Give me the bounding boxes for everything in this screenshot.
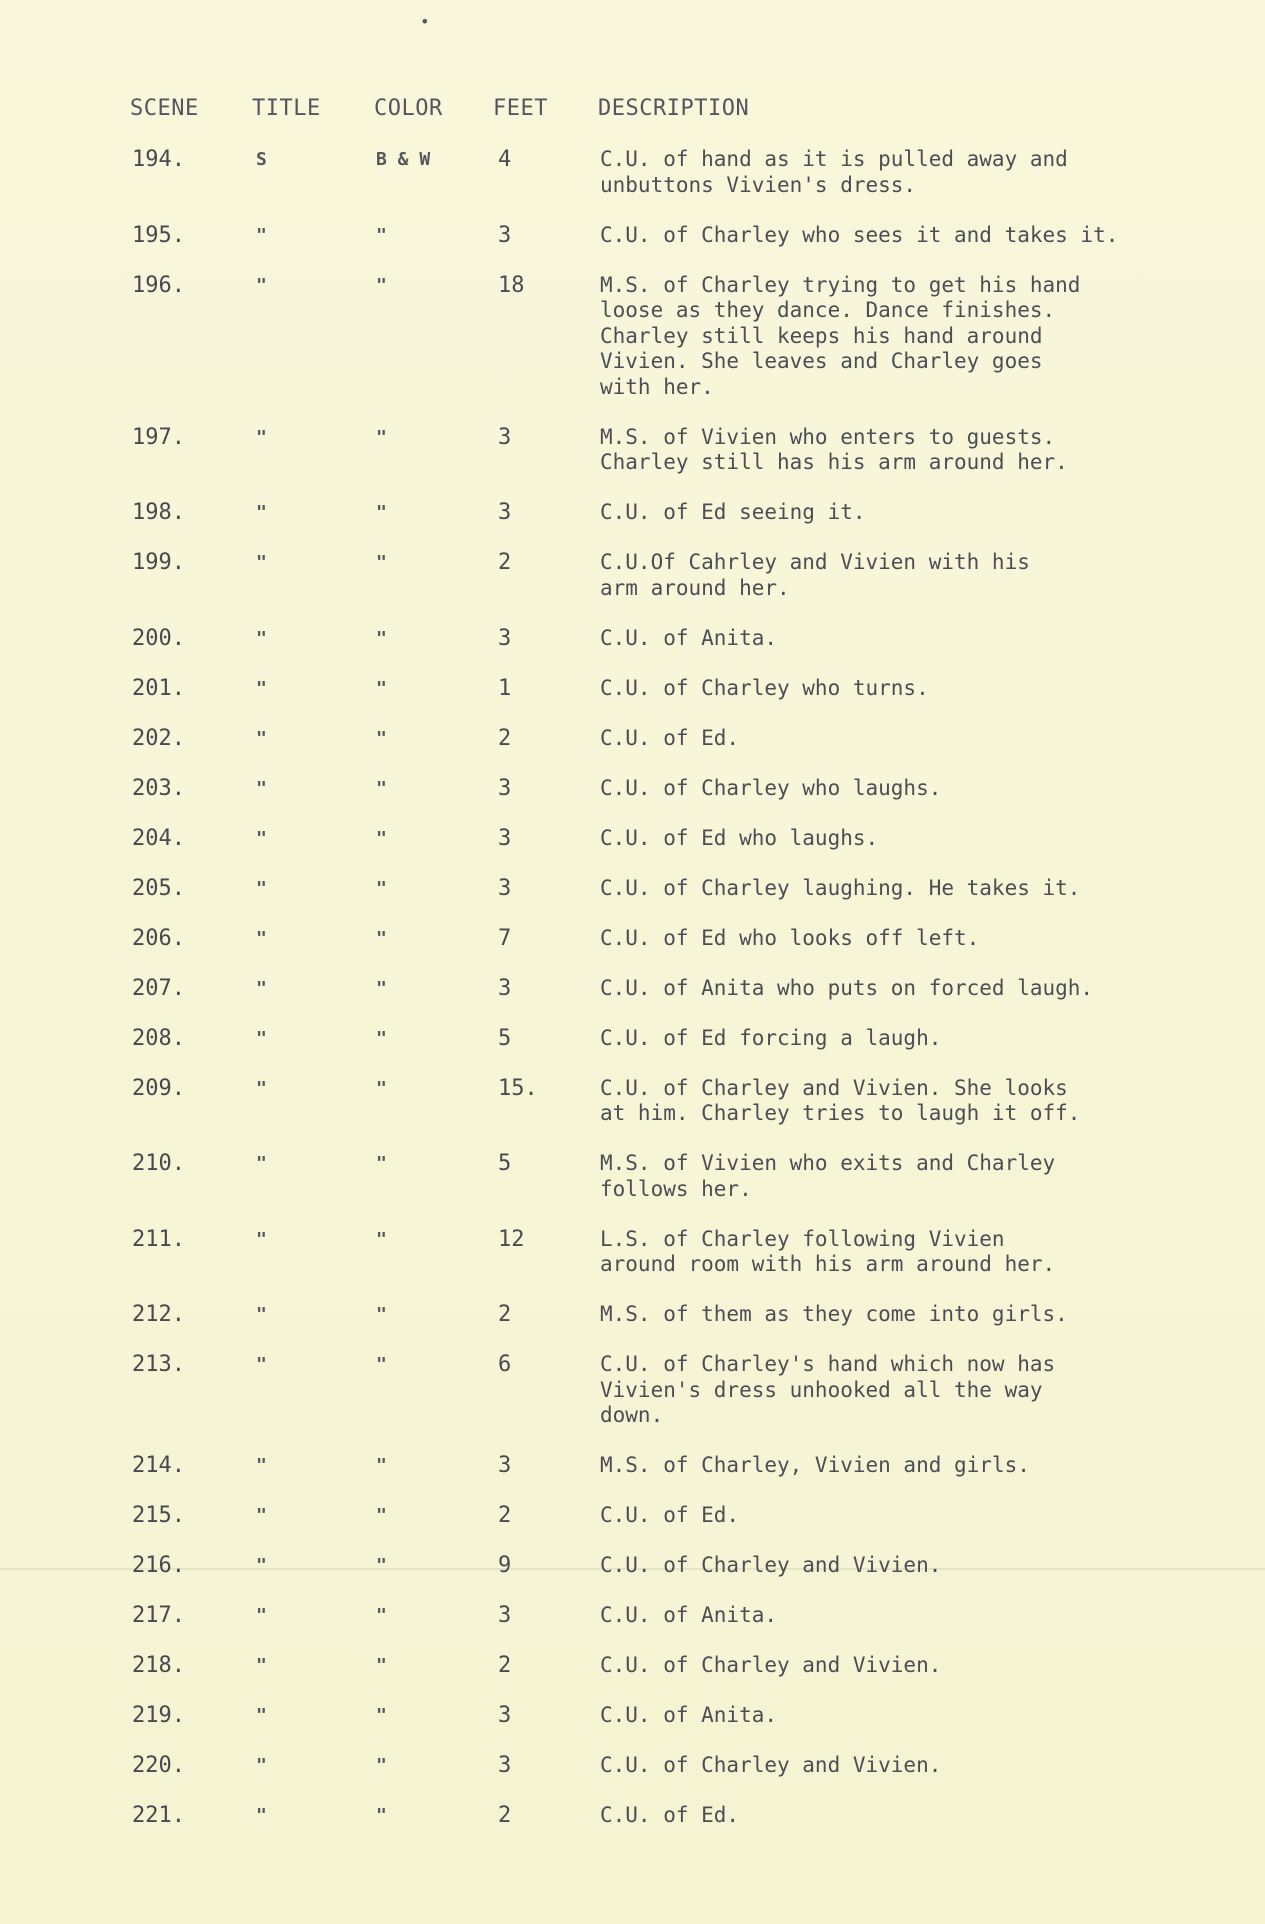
table-row <box>0 1753 1265 1803</box>
cell-color: " <box>376 977 387 999</box>
cell-color: " <box>376 877 387 899</box>
cell-title: " <box>256 1354 267 1375</box>
cell-feet: 2 <box>498 1302 512 1327</box>
cell-color: " <box>376 1555 387 1576</box>
cell-title: " <box>256 274 267 296</box>
cell-description: C.U. of Charley and Vivien. <box>600 1653 942 1677</box>
cell-description: C.U. of Ed who laughs. <box>600 825 879 850</box>
cell-title: " <box>256 1755 267 1776</box>
cell-title: " <box>256 1153 267 1174</box>
cell-feet: 2 <box>498 1503 512 1528</box>
table-row <box>0 626 1265 676</box>
cell-description: C.U. of Anita. <box>600 1603 778 1627</box>
cell-color: " <box>376 777 387 799</box>
cell-feet: 4 <box>498 147 512 172</box>
cell-description: L.S. of Charley following Vivien around room with his arm around her. <box>600 1226 1056 1276</box>
cell-scene: 196. <box>132 272 185 298</box>
cell-description: C.U. of Ed forcing a laugh. <box>600 1025 942 1050</box>
cell-scene: 212. <box>132 1302 185 1327</box>
header-color: COLOR <box>374 96 443 121</box>
cell-scene: 214. <box>132 1453 185 1478</box>
table-row <box>0 1553 1265 1603</box>
table-row <box>0 1302 1265 1352</box>
cell-title: " <box>256 1027 267 1049</box>
cell-color: " <box>376 1505 387 1526</box>
cell-title: " <box>256 727 267 749</box>
cell-title: " <box>256 552 267 573</box>
cell-scene: 216. <box>132 1553 185 1578</box>
cell-color: " <box>376 627 387 649</box>
cell-feet: 9 <box>498 1553 512 1578</box>
cell-description: C.U. of hand as it is pulled away and unbuttons Vivien's dress. <box>600 147 1068 197</box>
cell-scene: 198. <box>132 500 185 525</box>
cell-color: " <box>376 827 387 849</box>
cell-scene: 206. <box>132 925 185 951</box>
cell-description: C.U. of Ed. <box>600 725 740 750</box>
cell-description: M.S. of them as they come into girls. <box>600 1302 1068 1326</box>
cell-feet: 3 <box>498 1753 512 1778</box>
cell-scene: 203. <box>132 775 185 801</box>
cell-description: M.S. of Charley, Vivien and girls. <box>600 1453 1030 1477</box>
cell-feet: 5 <box>498 1151 512 1176</box>
cell-feet: 3 <box>498 975 512 1001</box>
cell-description: C.U. of Anita. <box>600 1703 778 1727</box>
cell-title: " <box>256 1228 267 1250</box>
cell-feet: 3 <box>498 825 512 851</box>
cell-color: " <box>376 1304 387 1325</box>
paper-mark: • <box>420 12 430 31</box>
cell-feet: 3 <box>498 1703 512 1728</box>
cell-title: S <box>256 149 267 170</box>
cell-scene: 197. <box>132 424 185 450</box>
cell-scene: 217. <box>132 1603 185 1628</box>
cell-feet: 6 <box>498 1352 512 1377</box>
cell-scene: 208. <box>132 1025 185 1051</box>
cell-color: " <box>376 1705 387 1726</box>
table-row <box>0 1653 1265 1703</box>
cell-color: " <box>376 274 387 296</box>
cell-feet: 2 <box>498 1803 512 1828</box>
cell-scene: 205. <box>132 875 185 901</box>
cell-description: C.U. of Charley and Vivien. She looks at him. Charley tries to laugh it off. <box>600 1075 1081 1125</box>
cell-feet: 7 <box>498 925 512 951</box>
table-row <box>0 926 1265 976</box>
table-row <box>0 273 1265 425</box>
cell-title: " <box>256 777 267 799</box>
table-row <box>0 676 1265 726</box>
table-row <box>0 1453 1265 1503</box>
table-row <box>0 425 1265 501</box>
cell-feet: 3 <box>498 775 512 801</box>
cell-feet: 3 <box>498 500 512 525</box>
table-row <box>0 776 1265 826</box>
cell-description: C.U. of Ed. <box>600 1503 740 1527</box>
cell-description: C.U. of Charley laughing. He takes it. <box>600 875 1081 900</box>
cell-scene: 199. <box>132 550 185 575</box>
cell-title: " <box>256 877 267 899</box>
cell-description: C.U.Of Cahrley and Vivien with his arm around her. <box>600 550 1030 600</box>
cell-color: " <box>376 1655 387 1676</box>
cell-feet: 3 <box>498 222 512 248</box>
cell-scene: 207. <box>132 975 185 1001</box>
cell-description: C.U. of Charley who turns. <box>600 675 929 700</box>
cell-description: C.U. of Charley's hand which now has Vivien's dress unhooked all the way down. <box>600 1352 1056 1427</box>
cell-title: " <box>256 1455 267 1476</box>
cell-description: C.U. of Ed seeing it. <box>600 500 866 524</box>
cell-title: " <box>256 224 267 246</box>
cell-description: C.U. of Charley who sees it and takes it. <box>600 222 1119 247</box>
cell-feet: 2 <box>498 550 512 575</box>
cell-scene: 200. <box>132 625 185 651</box>
cell-title: " <box>256 1555 267 1576</box>
cell-feet: 2 <box>498 725 512 751</box>
cell-scene: 221. <box>132 1803 185 1828</box>
table-row <box>0 1603 1265 1653</box>
cell-title: " <box>256 677 267 699</box>
cell-feet: 1 <box>498 675 512 701</box>
cell-feet: 15. <box>498 1075 538 1101</box>
cell-scene: 220. <box>132 1753 185 1778</box>
cell-color: " <box>376 1805 387 1826</box>
cell-description: C.U. of Anita who puts on forced laugh. <box>600 975 1094 1000</box>
cell-description: C.U. of Ed who looks off left. <box>600 925 980 950</box>
table-row <box>0 976 1265 1026</box>
cell-title: " <box>256 502 267 523</box>
header-feet: FEET <box>493 96 548 121</box>
table-row <box>0 1076 1265 1152</box>
cell-feet: 3 <box>498 875 512 901</box>
table-header <box>0 96 1265 126</box>
cell-feet: 3 <box>498 1603 512 1628</box>
cell-feet: 3 <box>498 424 512 450</box>
cell-color: " <box>376 224 387 246</box>
cell-title: " <box>256 1805 267 1826</box>
cell-title: " <box>256 1655 267 1676</box>
cell-title: " <box>256 1605 267 1626</box>
table-row <box>0 147 1265 223</box>
cell-feet: 12 <box>498 1226 525 1252</box>
cell-color: " <box>376 1755 387 1776</box>
cell-scene: 213. <box>132 1352 185 1377</box>
cell-color: B & W <box>376 149 431 170</box>
table-row <box>0 1803 1265 1853</box>
cell-title: " <box>256 426 267 448</box>
cell-color: " <box>376 677 387 699</box>
table-row <box>0 500 1265 550</box>
cell-title: " <box>256 1505 267 1526</box>
cell-feet: 18 <box>498 272 525 298</box>
table-row <box>0 223 1265 273</box>
header-description: DESCRIPTION <box>598 96 750 121</box>
cell-scene: 204. <box>132 825 185 851</box>
cell-scene: 219. <box>132 1703 185 1728</box>
cell-description: C.U. of Charley and Vivien. <box>600 1553 942 1577</box>
cell-scene: 218. <box>132 1653 185 1678</box>
cell-color: " <box>376 1605 387 1626</box>
cell-scene: 195. <box>132 222 185 248</box>
cell-color: " <box>376 1228 387 1250</box>
header-title: TITLE <box>252 96 321 121</box>
cell-title: " <box>256 1705 267 1726</box>
cell-scene: 210. <box>132 1151 185 1176</box>
table-row <box>0 726 1265 776</box>
table-row <box>0 826 1265 876</box>
cell-description: M.S. of Vivien who enters to guests. Charley still has his arm around her. <box>600 424 1068 474</box>
table-row <box>0 550 1265 626</box>
cell-color: " <box>376 1077 387 1099</box>
cell-color: " <box>376 927 387 949</box>
cell-description: M.S. of Charley trying to get his hand loose as they dance. Dance finishes. Charley still keeps his hand around Vivien. She leaves and Charley goes with her. <box>600 272 1081 399</box>
table-row <box>0 1503 1265 1553</box>
cell-title: " <box>256 1077 267 1099</box>
cell-scene: 202. <box>132 725 185 751</box>
table-row <box>0 876 1265 926</box>
cell-color: " <box>376 1354 387 1375</box>
cell-feet: 5 <box>498 1025 512 1051</box>
cell-feet: 2 <box>498 1653 512 1678</box>
cell-scene: 201. <box>132 675 185 701</box>
cell-scene: 211. <box>132 1226 185 1252</box>
cell-scene: 194. <box>132 147 185 172</box>
table-row <box>0 1352 1265 1453</box>
scene-list <box>0 147 1265 1853</box>
cell-color: " <box>376 502 387 523</box>
header-scene: SCENE <box>130 96 199 121</box>
cell-color: " <box>376 1455 387 1476</box>
cell-scene: 215. <box>132 1503 185 1528</box>
cell-description: C.U. of Charley who laughs. <box>600 775 942 800</box>
cell-title: " <box>256 977 267 999</box>
cell-description: C.U. of Anita. <box>600 625 778 650</box>
table-row <box>0 1227 1265 1303</box>
cell-title: " <box>256 1304 267 1325</box>
cell-color: " <box>376 1153 387 1174</box>
cell-description: M.S. of Vivien who exits and Charley follows her. <box>600 1151 1056 1201</box>
cell-feet: 3 <box>498 625 512 651</box>
cell-description: C.U. of Ed. <box>600 1803 740 1827</box>
table-row <box>0 1703 1265 1753</box>
cell-title: " <box>256 927 267 949</box>
table-row <box>0 1026 1265 1076</box>
cell-scene: 209. <box>132 1075 185 1101</box>
cell-title: " <box>256 627 267 649</box>
cell-color: " <box>376 727 387 749</box>
cell-color: " <box>376 426 387 448</box>
table-row <box>0 1151 1265 1227</box>
cell-title: " <box>256 827 267 849</box>
cell-color: " <box>376 552 387 573</box>
cell-feet: 3 <box>498 1453 512 1478</box>
cell-color: " <box>376 1027 387 1049</box>
cell-description: C.U. of Charley and Vivien. <box>600 1753 942 1777</box>
